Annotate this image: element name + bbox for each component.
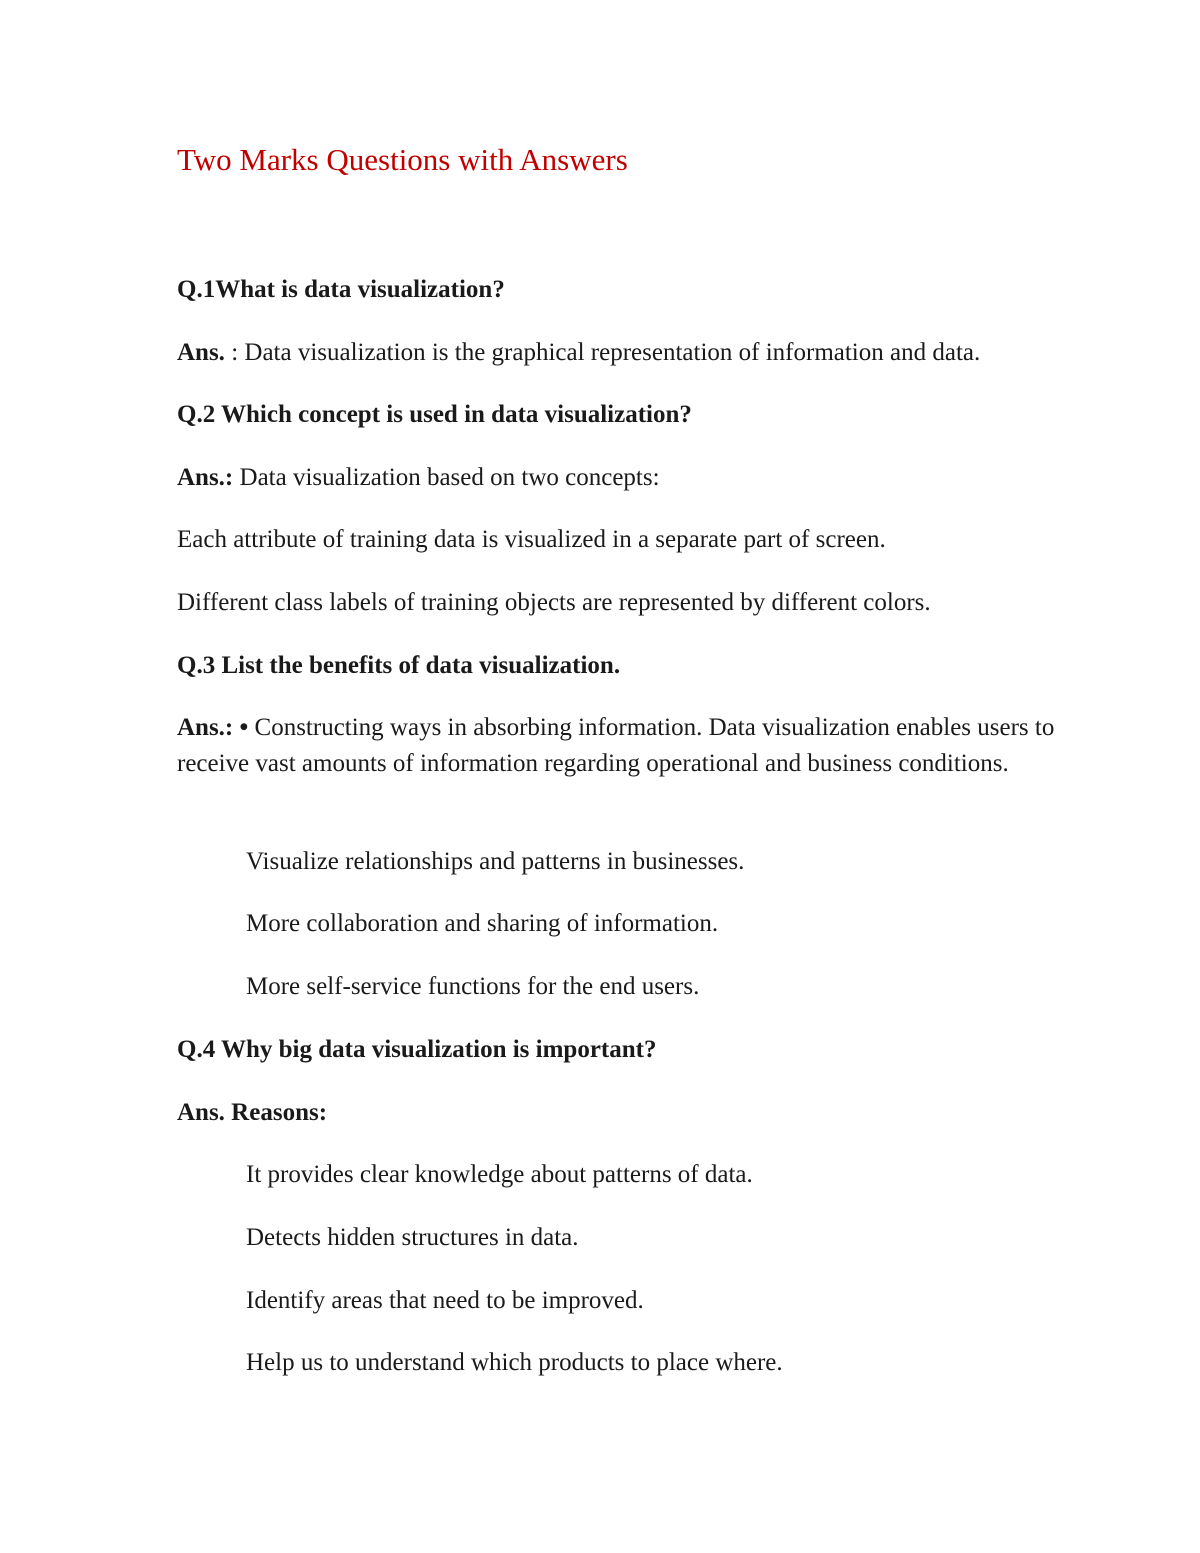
answer-3-label: Ans.: •	[177, 714, 249, 741]
answer-1	[177, 335, 980, 370]
answer-2-point: Different class labels of training objects are represented by different colors.	[177, 589, 931, 616]
answer-3-text: Constructing ways in absorbing information. Data visualization enables users to receive vast amounts of information regarding operational and business conditions.	[177, 714, 1055, 777]
question-1: Q.1What is data visualization?	[177, 276, 505, 303]
answer-4-point: Identify areas that need to be improved.	[246, 1287, 644, 1314]
answer-4-label: Ans. Reasons:	[177, 1099, 328, 1126]
answer-2	[177, 460, 660, 495]
answer-1-label: Ans.	[177, 339, 225, 366]
question-3: Q.3 List the benefits of data visualization.	[177, 652, 621, 679]
answer-4-point: It provides clear knowledge about patterns of data.	[246, 1161, 753, 1188]
question-4: Q.4 Why big data visualization is important?	[177, 1036, 657, 1063]
answer-2-text: Data visualization based on two concepts:	[233, 464, 660, 491]
answer-2-point: Each attribute of training data is visualized in a separate part of screen.	[177, 526, 886, 553]
question-2: Q.2 Which concept is used in data visualization?	[177, 401, 692, 428]
answer-4-point: Help us to understand which products to place where.	[246, 1349, 783, 1376]
answer-3-point: More collaboration and sharing of information.	[246, 910, 719, 937]
answer-2-label: Ans.:	[177, 464, 234, 491]
answer-1-text: : Data visualization is the graphical representation of information and data.	[224, 339, 981, 366]
document-title: Two Marks Questions with Answers	[177, 142, 628, 177]
answer-3-point: More self-service functions for the end users.	[246, 973, 700, 1000]
answer-4-point: Detects hidden structures in data.	[246, 1224, 579, 1251]
answer-3-point: Visualize relationships and patterns in businesses.	[246, 848, 745, 875]
answer-3	[177, 710, 1067, 781]
